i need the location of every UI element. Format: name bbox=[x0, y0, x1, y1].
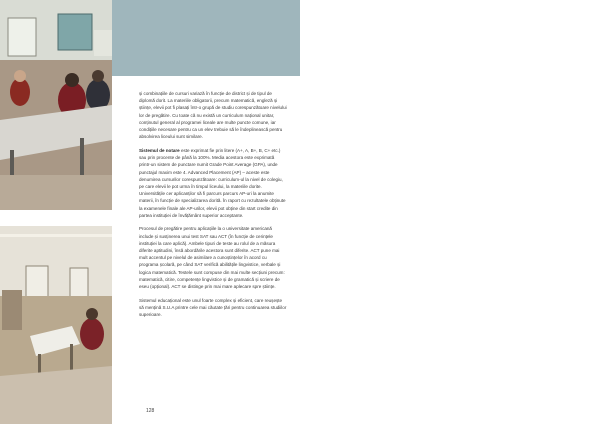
classroom-photo bbox=[0, 0, 112, 210]
paragraph-1: și combinațiile de cursuri variază în funcție de district și de tipul de diplomă dorit. La materiile obligatorii, precum matematică, engleză și științe, elevii pot fi plasați într-o grupă de studiu corespunzătoare nivelului lor de pregătire. Cu toate că nu există un curriculum național unitar, conținutul general al programei liceale are multe puncte comune, iar condițiile necesare pentru ca un elev trebuie să le îndeplinească pentru absolvirea liceului sunt similare. bbox=[139, 91, 287, 140]
paragraph-lead: Sistemul de notare bbox=[139, 147, 180, 153]
art-classroom-photo bbox=[0, 226, 112, 424]
paragraph-4: Sistemul educațional este unul foarte complex și eficient, care reușește să mențină S.U.A printre cele mai căutate țări pentru continuarea studiilor superioare. bbox=[139, 297, 287, 318]
paragraph-2: Sistemul de notare este exprimat fie prin litere (A+, A, B+, B, C+ etc.) sau prin procente de până la 100%. Media acestora este exprimată printr-un sistem de punctare numit Grade Point Average (GPA), unde punctajul maxim este 4. Advanced Placement (AP) – aceste este denumirea cursurilor corespunzătoare: curriculum-ul la nivel de colegiu, pe care elevii le pot urma în timpul liceului, la materiile dorite. Universitățile cer aplicanților să fi parcurs parcurs AP-uri la anumite materii, în funcție de specializarea dorită. În raport cu rezultatele obținute la examenele finale ale AP-urilor, elevii pot obține din start credite din partea instituției de învățământ superior acceptante. bbox=[139, 147, 286, 218]
paragraph-3: Procesul de pregătire pentru aplicațiile la o universitate americană include și susținerea unui test SAT sau ACT (în funcție de cerințele instituției la care aplică). Ambele tipuri de teste au rolul de a măsura diferite aptitudini, însă abordările acestora sunt diferite. ACT pune mai mult accentul pe nivelul de asimilare a cunoștințelor în acord cu programa școlară, pe când SAT verifică abilitățile lingvistice, verbale și logica matematică. Testele sunt compuse din mai multe secțiuni precum: matematică, citire, competențe lingvistice și de gramatică și scriere de eseu (opțional). ACT se distinge prin mai mare aplecare spre științe. bbox=[139, 226, 285, 290]
body-text bbox=[139, 90, 287, 325]
header-color-block bbox=[112, 0, 300, 76]
page-number: 128 bbox=[146, 408, 155, 414]
